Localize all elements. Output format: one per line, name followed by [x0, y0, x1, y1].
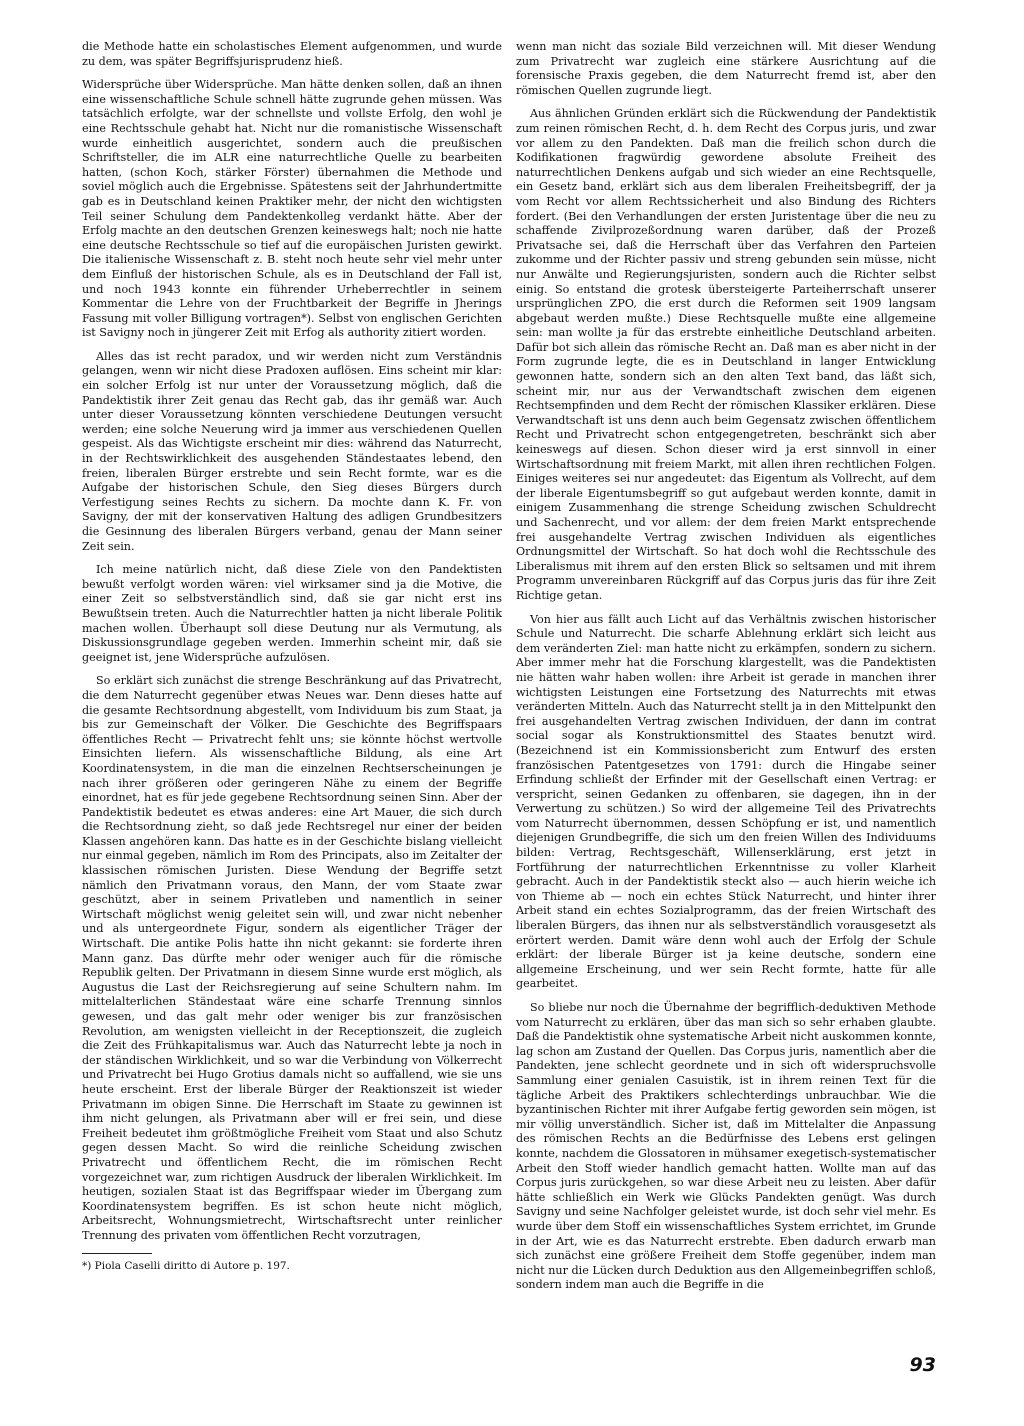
paragraph: Ich meine natürlich nicht, daß diese Ziele von den Pandektisten bewußt verfolgt worden wären: viel wirksamer sind ja die Motive, die einer Zeit so selbstverständlich sind, daß sie gar nicht erst ins Bewußtsein treten. Auch die Naturrechtler hatten ja nicht liberale Politik machen wollen. Überhaupt soll diese Deutung nur als Vermutung, als Diskussionsgrundlage gegeben werden. Immerhin scheint mir, daß sie geeignet ist, jene Widersprüche aufzulösen. — [82, 563, 502, 664]
left-column — [82, 40, 502, 1380]
paragraph: Alles das ist recht paradox, und wir werden nicht zum Verständnis gelangen, wenn wir nicht diese Pradoxen auflösen. Eins scheint mir klar: ein solcher Erfolg ist nur unter der Voraussetzung möglich, daß die Pandektistik ihrer Zeit genau das Recht gab, das ihr gemäß war. Auch unter dieser Voraussetzung könnten verschiedene Deutungen versucht werden; eine solche Neuerung wird ja immer aus verschiedenen Quellen gespeist. Als das Wichtigste erscheint mir dies: während das Naturrecht, in der Rechtswirklichkeit des ausgehenden Ständestaates lebend, den freien, liberalen Bürger erstrebte und sein Recht formte, war es die Aufgabe der historischen Schule, den Sieg dieses Bürgers durch Verfestigung seines Rechts zu sichern. Da mochte dann K. Fr. von Savigny, der mit der konservativen Haltung des adligen Grundbesitzers die Gesinnung des liberalen Bürgers verband, genau der Mann seiner Zeit sein. — [82, 349, 502, 553]
right-column — [516, 40, 936, 1380]
paragraph: So erklärt sich zunächst die strenge Beschränkung auf das Privatrecht, die dem Naturrecht gegenüber etwas Neues war. Denn dieses hatte auf die gesamte Rechtsordnung abgestellt, vom Individuum bis zum Staat, ja bis zur Gemeinschaft der Völker. Die Geschichte des Begriffspaars öffentliches Recht — Privatrecht fehlt uns; sie könnte höchst wertvolle Einsichten liefern. Als wissenschaftliche Bildung, als eine Art Koordinatensystem, in die man die einzelnen Rechtserscheinungen je nach ihrer größeren oder geringeren Nähe zu einem der Begriffe einordnet, hat es für jede gegebene Rechtsordnung seinen Sinn. Aber der Pandektistik bedeutet es etwas anderes: eine Art Mauer, die sich durch die Rechtsordnung zieht, so daß jede Rechtsregel nur einer der beiden Klassen angehören kann. Das hatte es in der Geschichte bislang vielleicht nur einmal gegeben, nämlich im Rom des Principats, also im Zeitalter der klassischen römischen Juristen. Diese Wendung der Begriffe setzt nämlich den Privatmann voraus, den Mann, der vom Staate zwar geschützt, aber in seinem Privatleben und namentlich in seiner Wirtschaft möglichst wenig geleitet sein will, und zwar nicht nebenher und als untergeordnete Figur, sondern als eigentlicher Träger der Wirtschaft. Die antike Polis hatte ihn nicht gekannt: sie forderte ihren Mann ganz. Das dürfte mehr oder weniger auch für die römische Republik gelten. Der Privatmann in diesem Sinne wurde erst möglich, als Augustus die Last der Reichsregierung auf seine Schultern nahm. Im mittelalterlichen Ständestaat wäre eine scharfe Trennung sinnlos gewesen, und das galt mehr oder weniger bis zur französischen Revolution, am wenigsten vielleicht in der Receptionszeit, die zugleich die Zeit des Frühkapitalismus war. Auch das Naturrecht lebte ja noch in der ständischen Wirklichkeit, und so war die Verbindung von Völkerrecht und Privatrecht bei Hugo Grotius damals nicht so auffallend, wie sie uns heute erscheint. Erst der liberale Bürger der Reaktionszeit ist wieder Privatmann im obigen Sinne. Die Herrschaft im Staate zu gewinnen ist ihm nicht gelungen, als Privatmann aber will er frei sein, und diese Freiheit bedeutet ihm größtmögliche Freiheit vom Staat und also Schutz gegen dessen Macht. So wird die reinliche Scheidung zwischen Privatrecht und öffentlichem Recht, die im römischen Recht vorgezeichnet war, zum richtigen Ausdruck der liberalen Wirklichkeit. Im heutigen, sozialen Staat ist das Begriffspaar wieder im Übergang zum Koordinatensystem begriffen. Es ist schon heute nicht möglich, Arbeitsrecht, Wohnungsmietrecht, Wirtschaftsrecht unter reinlicher Trennung des privaten vom öffentlichen Recht vorzutragen, — [82, 674, 502, 1242]
paragraph: wenn man nicht das soziale Bild verzeichnen will. Mit dieser Wendung zum Privatrecht war zugleich eine stärkere Ausrichtung auf die forensische Praxis gegeben, die dem Naturrecht fremd ist, aber den römischen Quellen zugrunde liegt. — [516, 40, 936, 97]
paragraph: Widersprüche über Widersprüche. Man hätte denken sollen, daß an ihnen eine wissenschaftliche Schule schnell hätte zugrunde gehen müssen. Was tatsächlich erfolgte, war der schnellste und vollste Erfolg, den wohl je eine Rechtsschule gehabt hat. Nicht nur die romanistische Wissenschaft wurde einheitlich ausgerichtet, sondern auch die preußischen Schriftsteller, die im ALR eine naturrechtliche Quelle zu bearbeiten hatten, (schon Koch, stärker Förster) übernahmen die Methode und soviel möglich auch die Ergebnisse. Spätestens seit der Jahrhundertmitte gab es in Deutschland keinen Praktiker mehr, der nicht den wichtigsten Teil seiner Schulung dem Pandektenkolleg verdankt hätte. Aber der Erfolg machte an den deutschen Grenzen keineswegs halt; noch nie hatte eine deutsche Rechtsschule so tief auf die europäischen Juristen gewirkt. Die italienische Wissenschaft z. B. steht noch heute sehr viel mehr unter dem Einfluß der historischen Schule, als es in Deutschland der Fall ist, und noch 1943 konnte ein führender Urheberrechtler in seinem Kommentar die Lehre von der Fruchtbarkeit der Begriffe in Jherings Fassung mit voller Billigung vortragen*). Selbst von englischen Gerichten ist Savigny noch in jüngerer Zeit mit Erfog als authority zitiert worden. — [82, 78, 502, 340]
footnote: *) Piola Caselli diritto di Autore p. 197. — [82, 1259, 290, 1272]
page-number: 93 — [909, 1354, 936, 1376]
paragraph: So bliebe nur noch die Übernahme der begrifflich-deduktiven Methode vom Naturrecht zu erklären, über das man sich so sehr erhaben glaubte. Daß die Pandektistik ohne systematische Arbeit nicht auskommen konnte, lag schon am Zustand der Quellen. Das Corpus juris, namentlich aber die Pandekten, jene schlecht geordnete und in sich oft widerspruchsvolle Sammlung einer genialen Casuistik, ist in ihrem reinen Text für die tägliche Arbeit des Praktikers schlechterdings unbrauchbar. Wie die byzantinischen Richter mit ihrer Aufgabe fertig geworden sein mögen, ist mir völlig unverständlich. Sicher ist, daß im Mittelalter die Anpassung des römischen Rechts an die Bedürfnisse des Lebens erst gelingen konnte, nachdem die Glossatoren in mühsamer exegetisch-systematischer Arbeit den Stoff wieder handlich gemacht hatten. Wollte man auf das Corpus juris zurückgehen, so war diese Arbeit neu zu leisten. Aber dafür hätte schließlich ein Werk wie Glücks Pandekten genügt. Was durch Savigny und seine Nachfolger geleistet wurde, ist doch sehr viel mehr. Es wurde über dem Stoff ein wissenschaftliches System errichtet, im Grunde in der Art, wie es das Naturrecht erstrebte. Eben dadurch erwarb man sich zunächst eine größere Freiheit dem Stoffe gegenüber, indem man nicht nur die Lücken durch Deduktion aus den Allgemeinbegriffen schloß, sondern indem man auch die Begriffe in die — [516, 1001, 936, 1292]
paragraph: die Methode hatte ein scholastisches Element aufgenommen, und wurde zu dem, was später Begriffsjurisprudenz hieß. — [82, 40, 502, 68]
footnote-divider — [82, 1253, 152, 1254]
paragraph: Aus ähnlichen Gründen erklärt sich die Rückwendung der Pandektistik zum reinen römischen Recht, d. h. dem Recht des Corpus juris, und zwar vor allem zu den Pandekten. Daß man die freilich schon durch die Kodifikationen fragwürdig gewordene absolute Freiheit des naturrechtlichen Denkens aufgab und sich wieder an eine Rechtsquelle, ein Gesetz band, erklärt sich aus dem liberalen Freiheitsbegriff, der ja vom Recht vor allem Rechtssicherheit und also Bindung des Richters fordert. (Bei den Verhandlungen der ersten Juristentage über die neu zu schaffende Zivilprozeßordnung waren darüber, daß der Prozeß Privatsache sei, daß die Herrschaft über das Verfahren den Parteien zukomme und der Richter passiv und streng gebunden sein müsse, nicht nur Anwälte und Regierungsjuristen, sondern auch die Richter selbst einig. So entstand die grotesk übersteigerte Parteiherrschaft unserer ursprünglichen ZPO, die erst durch die Reformen seit 1909 langsam abgebaut werden mußte.) Diese Rechtsquelle mußte eine allgemeine sein: man wollte ja für das erstrebte einheitliche Deutschland arbeiten. Dafür bot sich allein das römische Recht an. Daß man es aber nicht in der Form zugrunde legte, die es in Deutschland in langer Entwicklung gewonnen hatte, sondern sich an den alten Text band, das läßt sich, scheint mir, nur aus der Verwandtschaft zwischen dem eigenen Rechtsempfinden und dem Recht der römischen Klassiker erklären. Diese Verwandtschaft ist uns denn auch beim Gegensatz zwischen öffentlichem Recht und Privatrecht schon entgegengetreten, beschränkt sich aber keineswegs auf diesen. Schon dieser wird ja erst sinnvoll in einer Wirtschaftsordnung mit freiem Markt, mit allen ihren rechtlichen Folgen. Einiges weiteres sei nur angedeutet: das Eigentum als Vollrecht, auf dem der liberale Eigentumsbegriff so gut aufgebaut werden konnte, damit in einigem Zusammenhang die strenge Scheidung zwischen Schuldrecht und Sachenrecht, und vor allem: der dem freien Markt entsprechende frei ausgehandelte Vertrag zwischen Individuen als eigentliches Ordnungsmittel der Wirtschaft. So hat doch wohl die Rechtsschule des Liberalismus mit ihrem auf den ersten Blick so seltsamen und mit ihrem Programm unvereinbaren Rückgriff auf das Corpus juris das für ihre Zeit Richtige getan. — [516, 107, 936, 602]
paragraph: Von hier aus fällt auch Licht auf das Verhältnis zwischen historischer Schule und Naturrecht. Die scharfe Ablehnung erklärt sich leicht aus dem veränderten Ziel: man hatte nicht zu erkämpfen, sondern zu sichern. Aber immer mehr hat die Forschung klargestellt, was die Pandektisten nie hätten wahr haben wollen: ihre Arbeit ist gerade in manchen ihrer wichtigsten Leistungen eine Fortsetzung des Naturrechts mit etwas veränderten Mitteln. Auch das Naturrecht stellt ja in den Mittelpunkt den frei ausgehandelten Vertrag zwischen Individuen, der dann im contrat social sogar als Konstruktionsmittel des Staates benutzt wird. (Bezeichnend ist ein Kommissionsbericht zum Entwurf des ersten französischen Patentgesetzes von 1791: durch die Hingabe seiner Erfindung schließt der Erfinder mit der Gesellschaft einen Vertrag: er verspricht, seinen Gedanken zu offenbaren, sie dagegen, ihn in der Verwertung zu schützen.) So wird der allgemeine Teil des Privatrechts vom Naturrecht übernommen, dessen Schöpfung er ist, und namentlich diejenigen Grundbegriffe, die sich um den freien Willen des Individuums bilden: Vertrag, Rechtsgeschäft, Willenserklärung, erst jetzt in Fortführung der naturrechtlichen Erkenntnisse zu voller Klarheit gebracht. Auch in der Pandektistik steckt also — auch hierin weiche ich von Thieme ab — noch ein echtes Stück Naturrecht, und hinter ihrer Arbeit stand ein echtes Sozialprogramm, das der freien Wirtschaft des liberalen Bürgers, das ihnen nur als selbstverständlich vorausgesetzt als erörtert werden. Damit wäre denn wohl auch der Erfolg der Schule erklärt: der liberale Bürger ist ja keine deutsche, sondern eine allgemeine Erscheinung, und wer sein Recht formte, hatte für alle gearbeitet. — [516, 612, 936, 991]
